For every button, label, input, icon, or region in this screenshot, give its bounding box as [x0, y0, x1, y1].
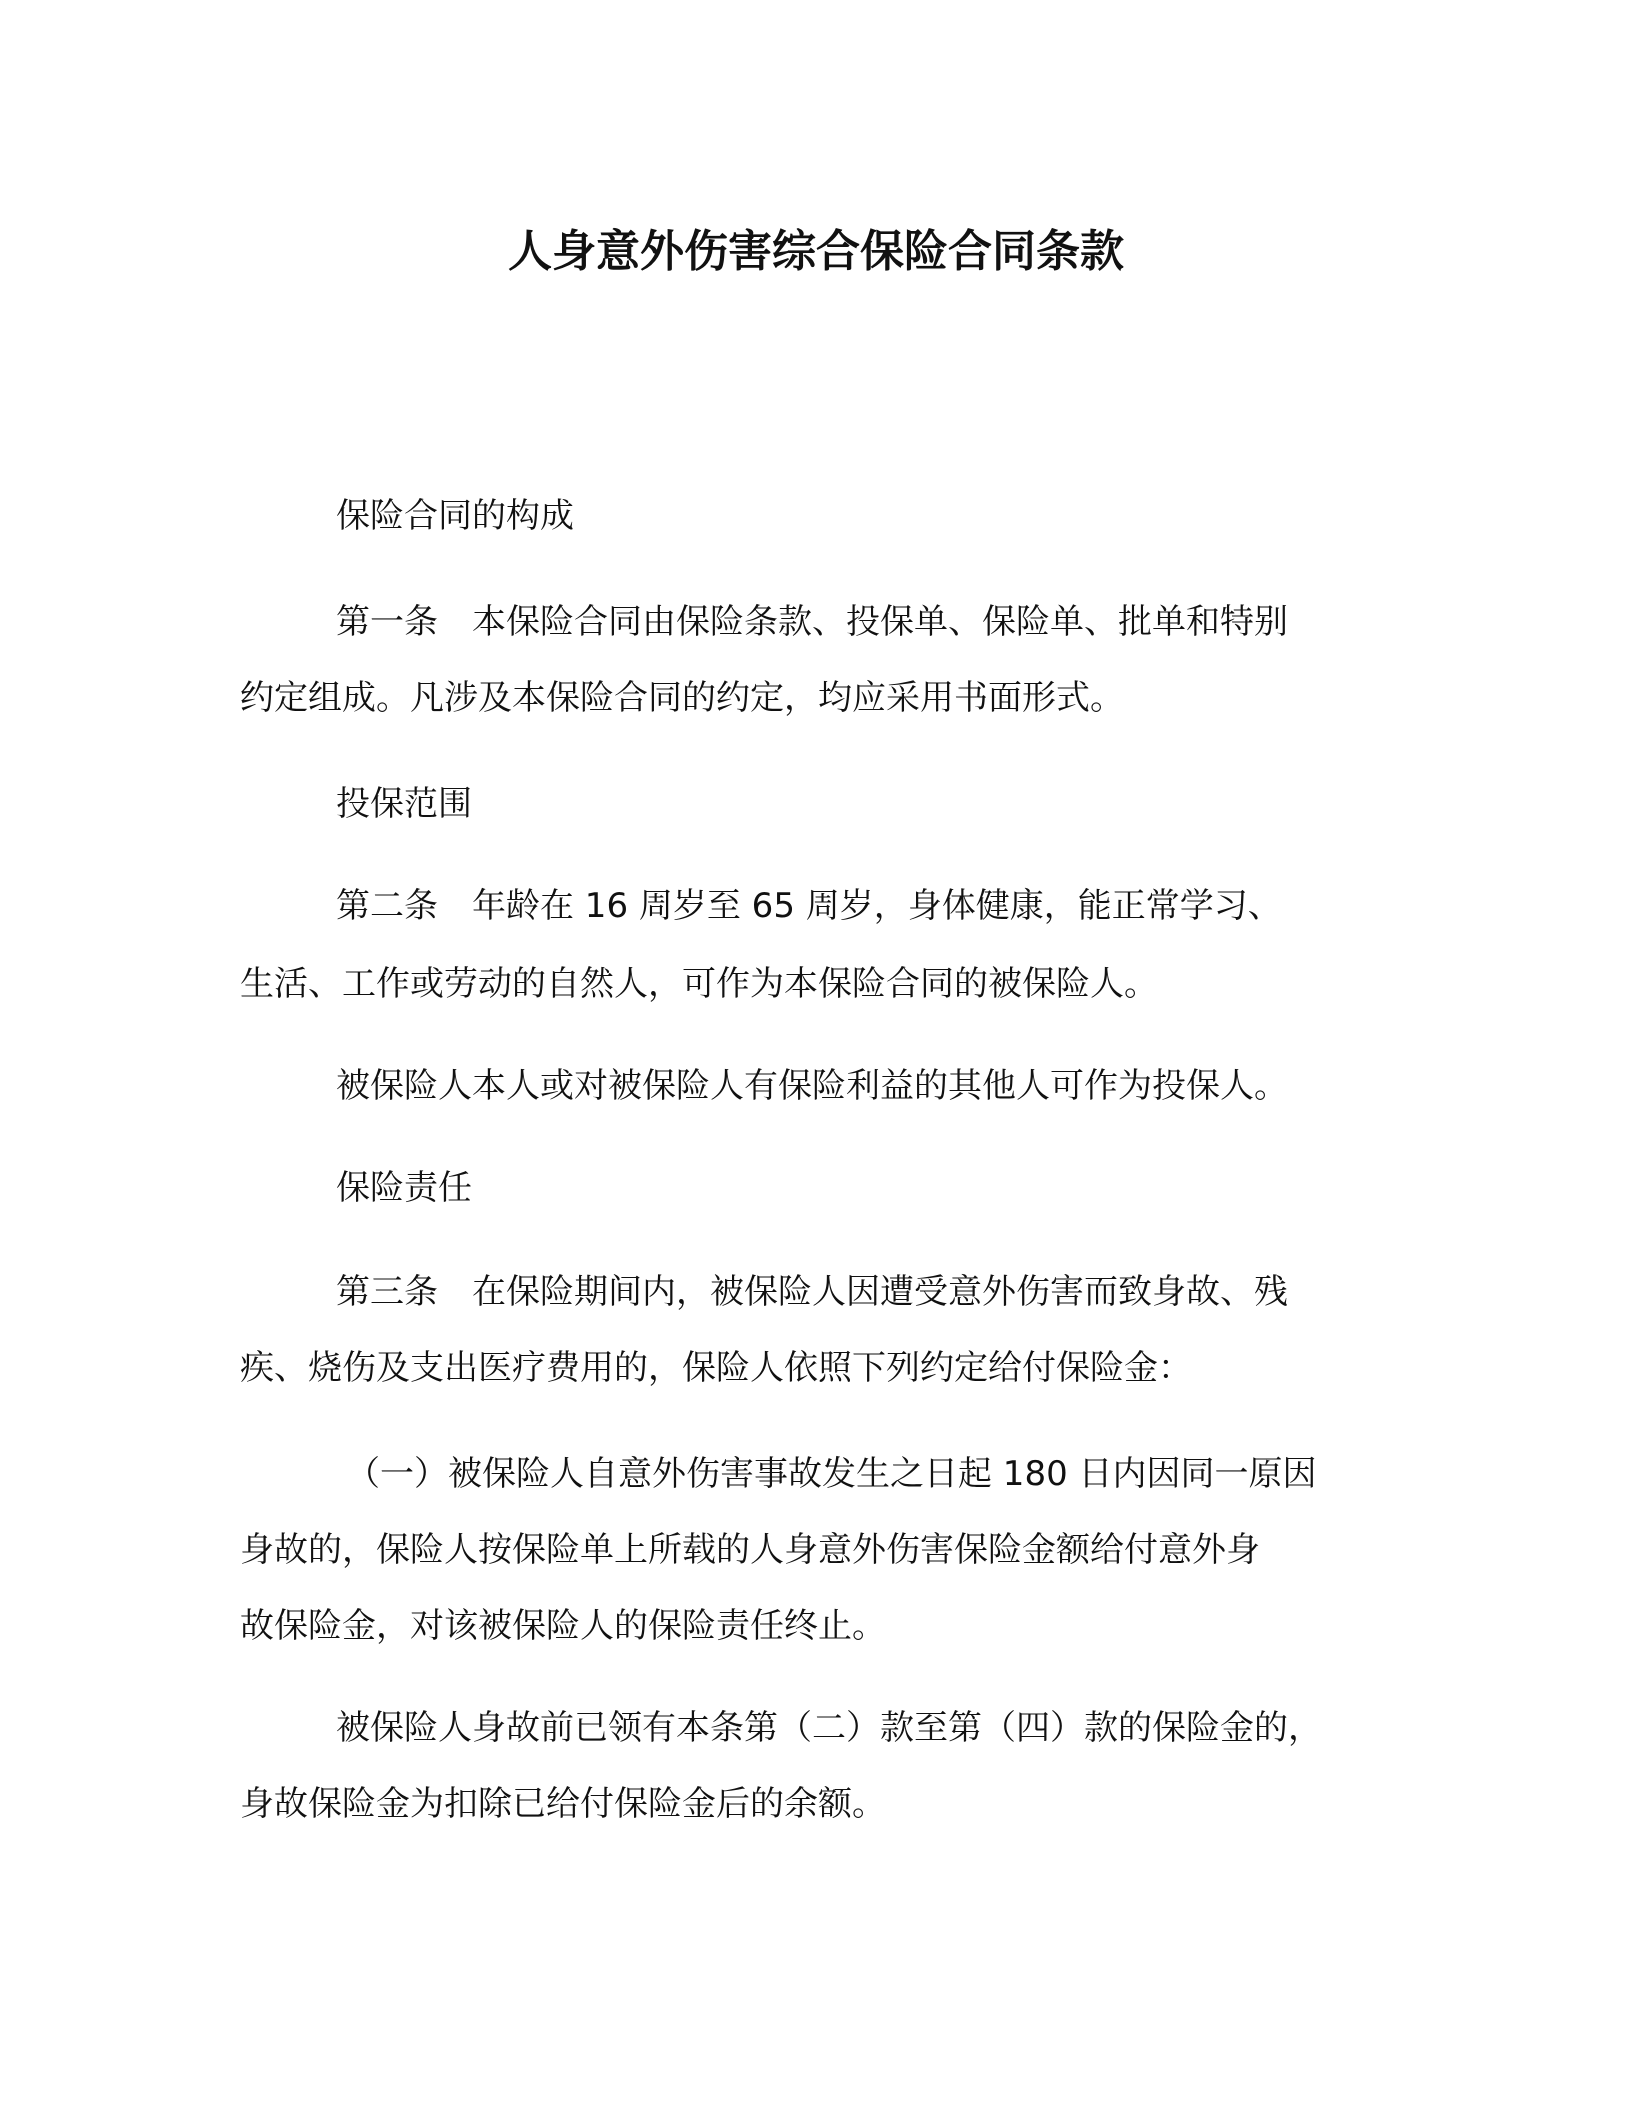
deduction-line-1: 被保险人身故前已领有本条第（二）款至第（四）款的保险金的， [336, 1708, 1322, 1748]
clause-1-line-1: （一）被保险人自意外伤害事故发生之日起 180 日内因同一原因 [346, 1454, 1317, 1494]
article-2-line-1: 第二条 年龄在 16 周岁至 65 周岁，身体健康，能正常学习、 [336, 886, 1282, 926]
article-1-line-2: 约定组成。凡涉及本保险合同的约定，均应采用书面形式。 [240, 678, 1124, 718]
section-heading-composition: 保险合同的构成 [336, 496, 574, 536]
section-heading-liability: 保险责任 [336, 1168, 472, 1208]
clause-1-line-3: 故保险金，对该被保险人的保险责任终止。 [240, 1606, 886, 1646]
clause-1-line-2: 身故的，保险人按保险单上所载的人身意外伤害保险金额给付意外身 [240, 1530, 1260, 1570]
section-heading-scope: 投保范围 [336, 784, 472, 824]
article-3-line-1: 第三条 在保险期间内，被保险人因遭受意外伤害而致身故、残 [336, 1272, 1288, 1312]
article-1-line-1: 第一条 本保险合同由保险条款、投保单、保险单、批单和特别 [336, 602, 1288, 642]
article-3-line-2: 疾、烧伤及支出医疗费用的，保险人依照下列约定给付保险金： [240, 1348, 1192, 1388]
deduction-line-2: 身故保险金为扣除已给付保险金后的余额。 [240, 1784, 886, 1824]
article-2-line-2: 生活、工作或劳动的自然人，可作为本保险合同的被保险人。 [240, 964, 1158, 1004]
policyholder-paragraph: 被保险人本人或对被保险人有保险利益的其他人可作为投保人。 [336, 1066, 1288, 1106]
document-title: 人身意外伤害综合保险合同条款 [508, 226, 1124, 277]
